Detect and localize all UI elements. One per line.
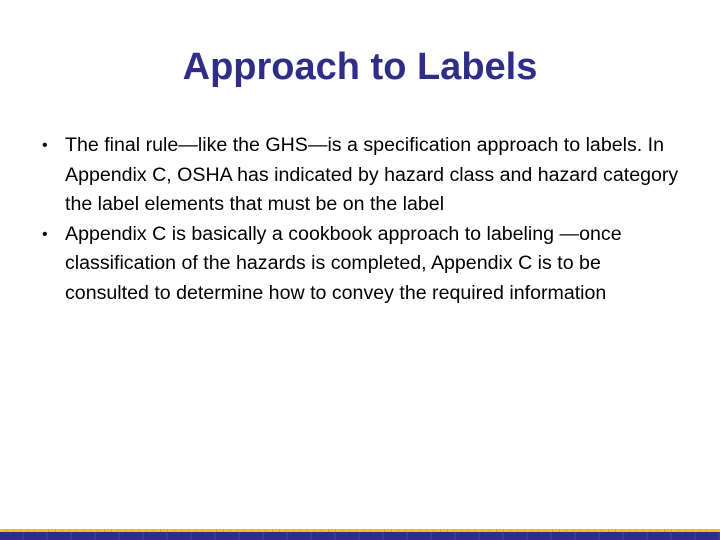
bullet-dot-icon: • (42, 137, 48, 154)
bullet-text: Appendix C is basically a cookbook approach to labeling —once classification of the hazards is completed, Appendix C is to be consulted to determine how to convey the required information (65, 222, 622, 304)
footer-bar (0, 532, 720, 540)
bullet-item (40, 131, 680, 220)
bullet-list (40, 131, 680, 308)
bullet-dot-icon: • (42, 225, 48, 243)
bullet-item (40, 220, 680, 309)
slide-title: Approach to Labels (182, 46, 538, 88)
bullet-text: The final rule—like the GHS—is a specification approach to labels. In Appendix C, OSHA has indicated by hazard class and hazard category the label elements that must be on the label (65, 134, 679, 215)
